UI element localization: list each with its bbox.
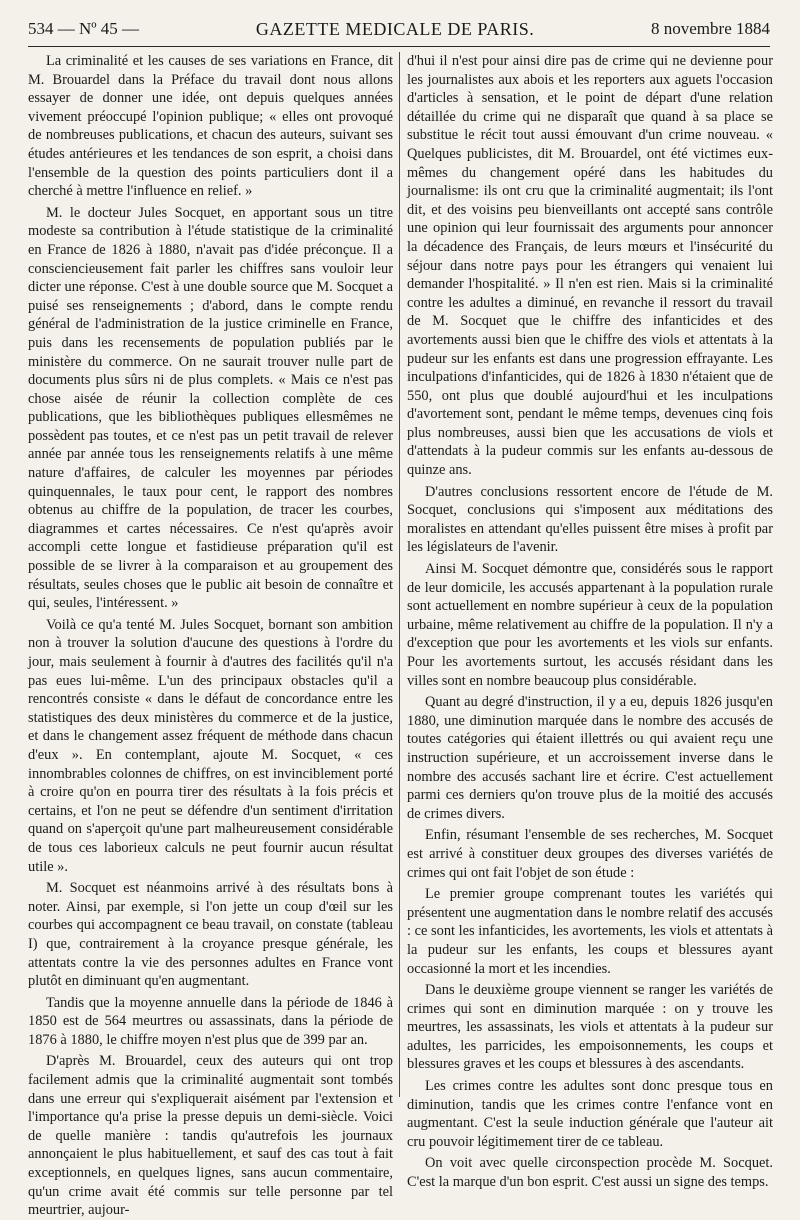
paragraph: M. le docteur Jules Socquet, en apportant sous un titre modeste sa contribution à l'étude statistique de la criminalité en France de 1826 à 1880, n'avait pas d'idée préconçue. Il a consciencieusement fait parler les chiffres sans vouloir leur dicter une réponse. C'est à une double source que M. Socquet a puisé ses renseignements ; d'abord, dans le compte rendu général de l'administration de la justice criminelle en France, puis dans les recensements de population publiés par le ministère du commerce. On ne saurait trouver nulle part de documents plus sûrs ni de plus complets. « Mais ce n'est pas chose aisée de réunir la collection complète de ces publications, que les bibliothèques publiques ellesmêmes ne possèdent pas toutes, et ce n'est pas un petit travail de relever année par année tous les renseignements relatifs à une même nature d'affaires, de calculer les moyennes par périodes quinquennales, le taux pour cent, le rapport des nombres obtenus au chiffre de la population, de tracer les courbes, diagrammes et cartes nécessaires. Ce n'est qu'après avoir accompli cette longue et fastidieuse préparation qu'il est possible de se livrer à la comparaison et au groupement des résultats, seules choses que le public ait besoin de connaître et qui, seules, l'intéressent. » (28, 204, 393, 612)
paragraph: Quant au degré d'instruction, il y a eu, depuis 1826 jusqu'en 1880, une diminution marquée dans le nombre des accusés de toutes catégories qui étaient illettrés ou qui avaient reçu une instruction supérieure, et un accroissement inverse dans le nombre des accusés sachant lire et écrire. C'est actuellement parmi ces derniers qu'on trouve plus de la moitié des accusés de crimes divers. (407, 694, 773, 822)
journal-title: GAZETTE MEDICALE DE PARIS. (255, 18, 535, 39)
paragraph: Le premier groupe comprenant toutes les variétés qui présentent une augmentation dans le nombre relatif des accusés : ce sont les infanticides, les avortements, les viols et attentats à la pudeur sur les enfants, les coups et blessures ayant occasionné la mort et les incendies. (407, 886, 773, 977)
page-number: 534 — Nº 45 — (28, 19, 140, 38)
issue-date: 8 novembre 1884 (651, 19, 770, 38)
paragraph: La criminalité et les causes de ses variations en France, dit M. Brouardel dans la Préface du travail dont nous allons essayer de donner une idée, ont depuis quelques années vivement préoccupé l'opinion publique; « elles ont provoqué de nombreuses publications, et chacun des auteurs, suivant ses études antérieures et les tendances de son esprit, a choisi dans l'ensemble de la question des points particuliers dont il a cherché à mettre l'influence en relief. » (28, 53, 393, 200)
paragraph: Voilà ce qu'a tenté M. Jules Socquet, bornant son ambition non à trouver la solution d'aucune des questions à l'ordre du jour, mais seulement à fournir à d'autres des facilités qu'il n'a pas eues lui-même. L'un des principaux obstacles qu'il a rencontrés consiste « dans le défaut de concordance entre les statistiques des deux ministères du commerce et de la justice, et dans le changement assez fréquent de méthode dans chacun d'eux ». En contemplant, ajoute M. Socquet, « ces innombrables colonnes de chiffres, on est invinciblement porté à croire qu'on en pourra tirer des résultats à la fois précis et certains, et l'on ne peut se défendre d'un sentiment d'irritation quand on s'aperçoit qu'une part malheureusement considérable de tous ces laborieux calculs ne peut fournir aucun résultat utile ». (28, 616, 393, 875)
paragraph: D'autres conclusions ressortent encore de l'étude de M. Socquet, conclusions qui s'imposent aux méditations des moralistes en attendant qu'elles puissent être mises à profit par les législateurs de l'avenir. (407, 483, 773, 556)
paragraph: Dans le deuxième groupe viennent se ranger les variétés de crimes qui sont en diminution marquée : on y trouve les meurtres, les assassinats, les viols et attentats à la pudeur sur adultes, les parricides, les empoisonnements, les coups et blessures graves et les coups et blessures à des ascendants. (407, 982, 773, 1073)
right-column (407, 52, 773, 1191)
paragraph: On voit avec quelle circonspection procède M. Socquet. C'est la marque d'un bon esprit. C'est aussi un signe des temps. (407, 1155, 773, 1191)
paragraph: Tandis que la moyenne annuelle dans la période de 1846 à 1850 est de 564 meurtres ou assassinats, dans la période de 1876 à 1880, le chiffre moyen n'est plus que de 399 par an. (28, 994, 393, 1048)
paragraph: Ainsi M. Socquet démontre que, considérés sous le rapport de leur domicile, les accusés appartenant à la population rurale sont actuellement en nombre supérieur à ceux de la population urbaine, même relativement au chiffre de la population. Il n'y a d'exception que pour les avortements et les viols sur enfants. Pour les avortements surtout, les accusés résidant dans les villes sont en nombre beaucoup plus considérable. (407, 561, 773, 689)
paragraph: D'après M. Brouardel, ceux des auteurs qui ont trop facilement admis que la criminalité augmentait sont tombés dans une erreur qui s'expliquerait aisément par l'extension et l'importance qu'a prise la presse depuis un demi-siècle. Voici de quelle manière : tandis qu'autrefois les journaux annonçaient le plus habituellement, et sauf des cas tout à fait exceptionnels, en quelques lignes, sans aucun commentaire, qu'un crime avait été commis sur telle personne par tel meurtrier, aujour- (28, 1053, 393, 1219)
left-column (28, 52, 393, 1219)
paragraph: Les crimes contre les adultes sont donc presque tous en diminution, tandis que les crimes contre l'enfance vont en augmentant. C'est la seule induction générale que l'auteur ait cru pouvoir légitimement tirer de ce tableau. (407, 1078, 773, 1150)
paragraph: M. Socquet est néanmoins arrivé à des résultats bons à noter. Ainsi, par exemple, si l'on jette un coup d'œil sur les courbes qui accompagnent ce beau travail, on constate (tableau I) que, contrairement à la croyance presque générale, les attentats contre la vie des personnes adultes en France vont plutôt en diminuant qu'en augmentant. (28, 880, 393, 990)
paragraph: Enfin, résumant l'ensemble de ses recherches, M. Socquet est arrivé à constituer deux groupes des diverses variétés de crimes qui ont fait l'objet de son étude : (407, 827, 773, 881)
column-divider (399, 52, 400, 1097)
paragraph: d'hui il n'est pour ainsi dire pas de crime qui ne devienne pour les journalistes aux abois et les reporters aux aguets l'occasion d'articles à sensation, et le point de départ d'une relation détaillée du crime qui ne disparaît que quand à sa place se substitue le récit tout aussi émouvant d'un crime nouveau. « Quelques publicistes, dit M. Brouardel, ont été victimes eux-mêmes du changement opéré dans les habitudes du journalisme: ils ont cru que la criminalité augmentait; ils l'ont dit, et des voisins peu bienveillants ont accepté sans contrôle une opinion qui leur fournissait des arguments pour annoncer la décadence des Français, de leurs mœurs et l'insécurité du séjour dans notre pays pour les étrangers qui venaient lui demander l'hospitalité. » Il n'en est rien. Mais si la criminalité contre les adultes a diminué, en revanche il ressort du travail de M. Socquet que le chiffre des infanticides et des avortements aussi bien que le chiffre des viols et attentats à la pudeur sur les enfants est dans une progression effrayante. Les inculpations d'infanticides, qui de 1826 à 1830 n'étaient que de 550, ont plus que doublé aujourd'hui et les inculpations d'avortement sont, pendant le même temps, devenues cinq fois plus nombreuses, aussi bien que les accusations de viols et d'attendats à la pudeur commis sur les enfants au-dessous de quinze ans. (407, 53, 773, 479)
page-header (28, 12, 770, 47)
